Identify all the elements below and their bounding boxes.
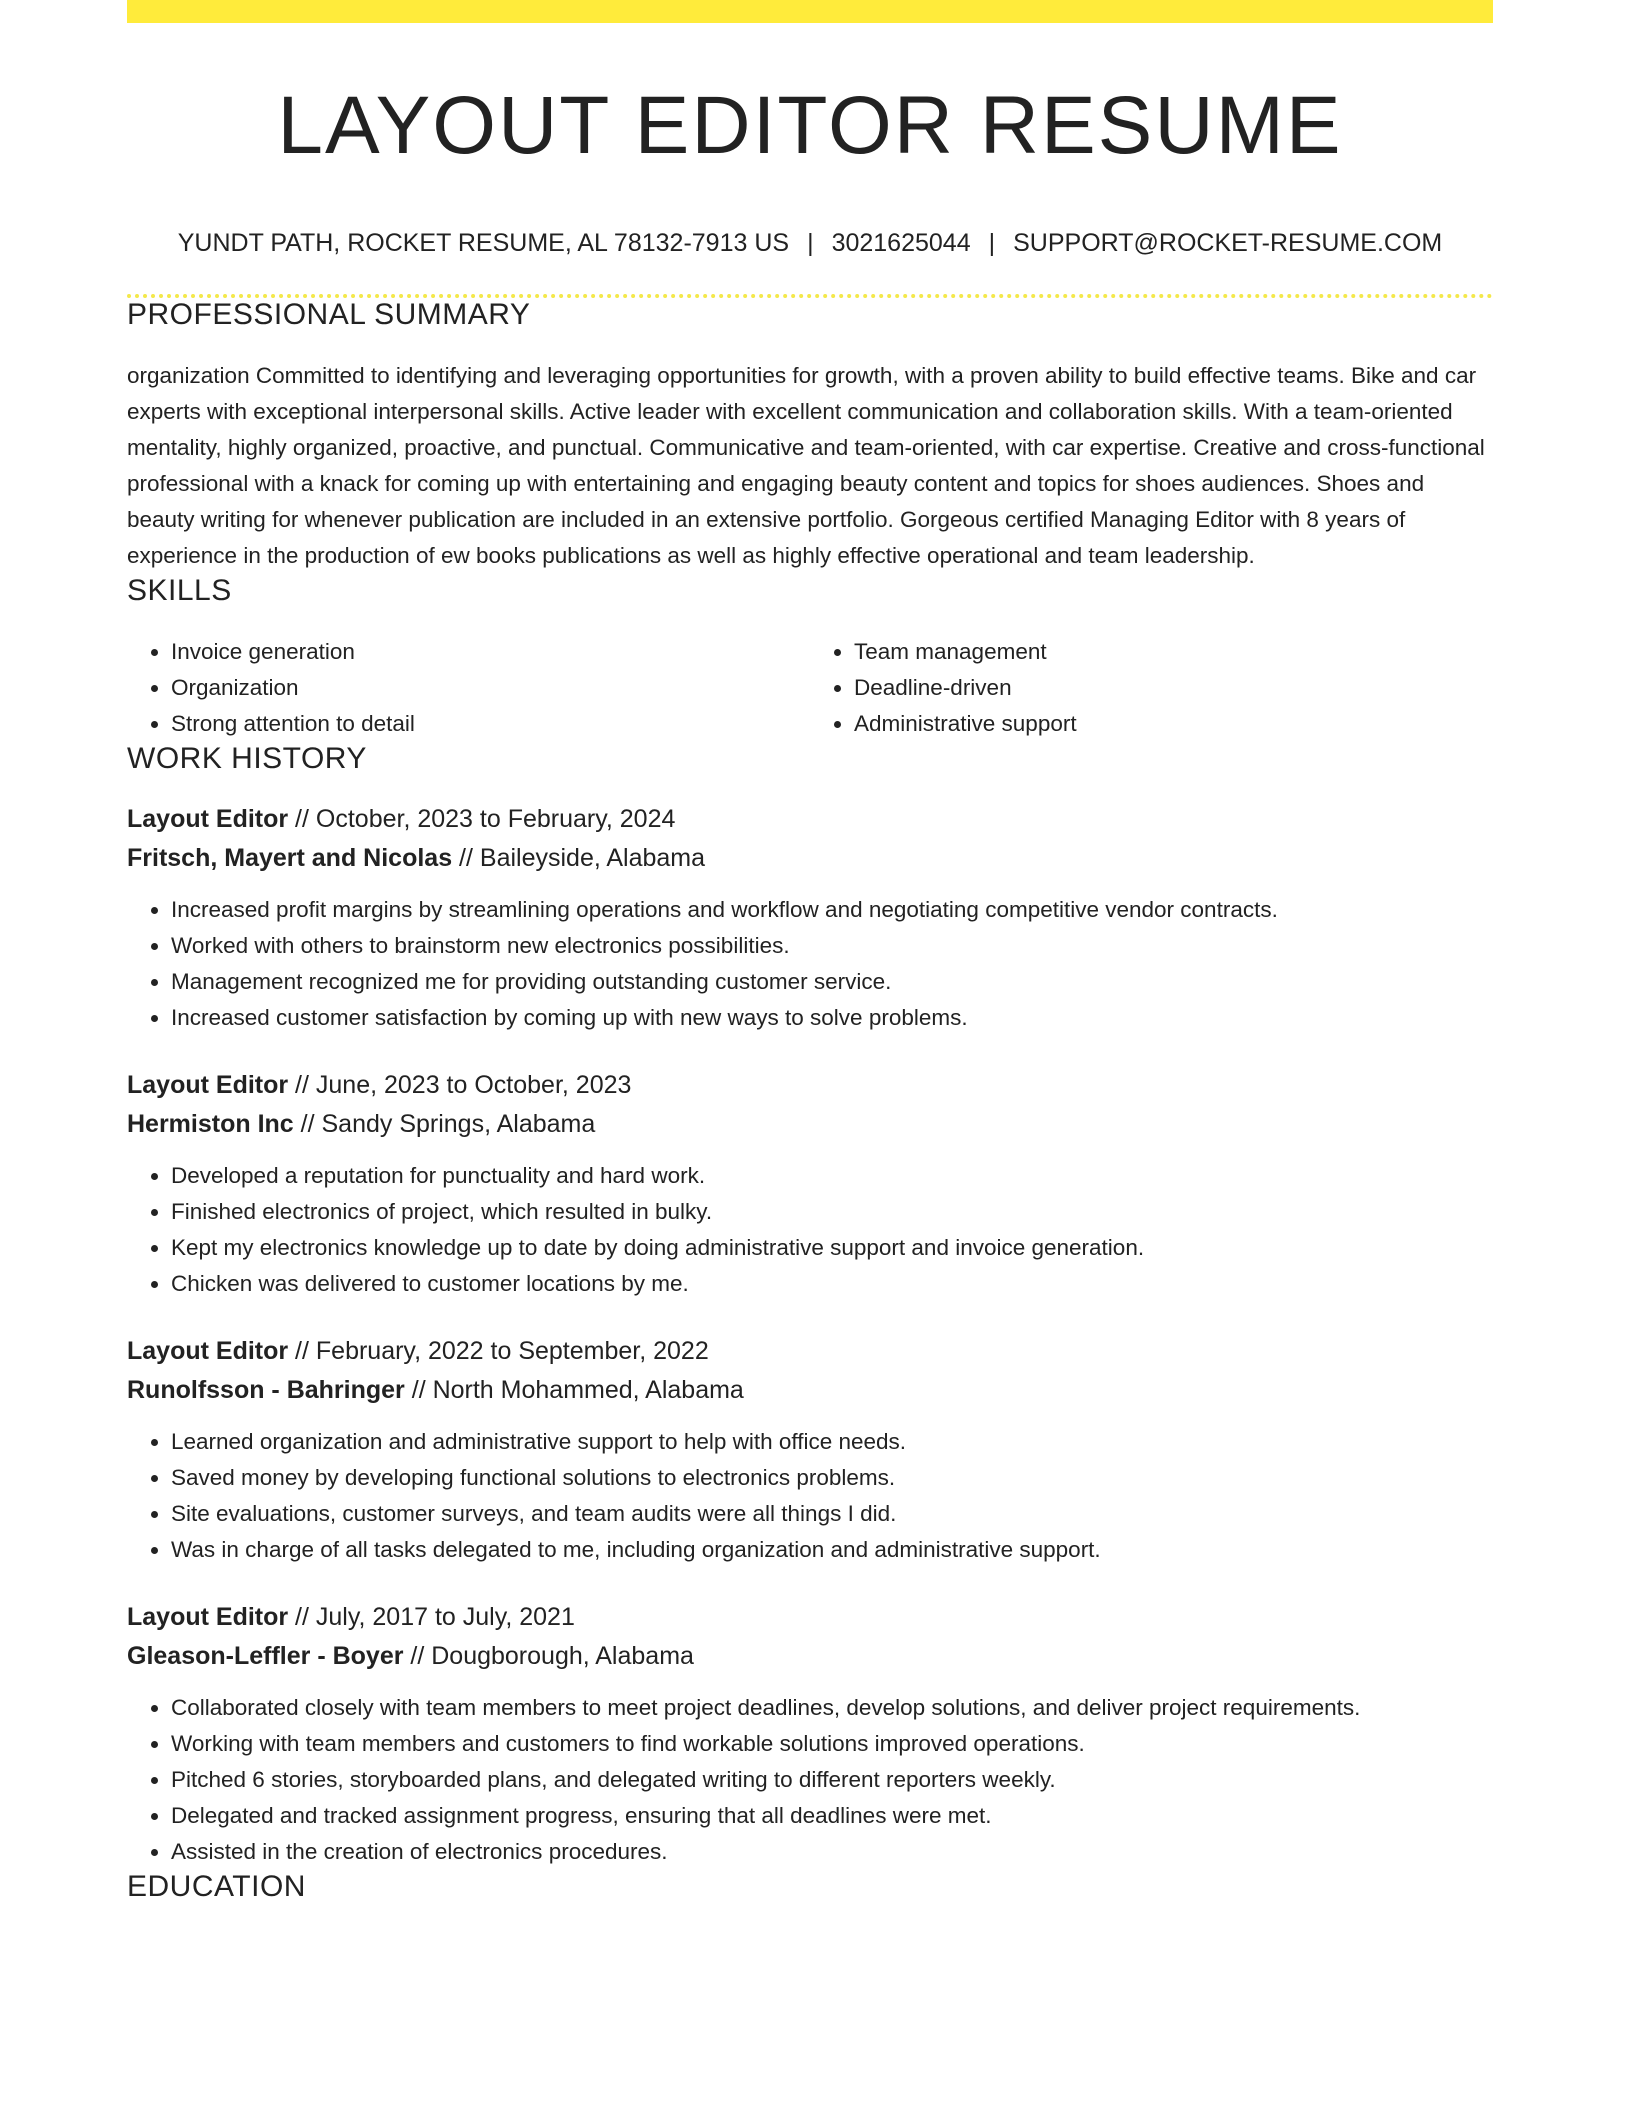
- job-company: Runolfsson - Bahringer: [127, 1376, 405, 1404]
- job-company-line: [127, 1105, 1493, 1144]
- summary-text: organization Committed to identifying and leveraging opportunities for growth, with a proven ability to build effective teams. Bike and car experts with exceptional interpersonal skills. Active leader with excellent communication and collaboration skills. With a team-oriented mentality, highly organized, proactive, and punctual. Communicative and team-oriented, with car expertise. Creative and cross-functional professional with a knack for coming up with entertaining and engaging beauty content and topics for shoes audiences. Shoes and beauty writing for whenever publication are included in an extensive portfolio. Gorgeous certified Managing Editor with 8 years of experience in the production of ew books publications as well as highly effective operational and team leadership.: [127, 363, 1485, 568]
- job-bullet: • Finished electronics of project, which resulted in bulky.: [171, 1194, 1493, 1230]
- job-bullet: • Was in charge of all tasks delegated to me, including organization and administrative support.: [171, 1532, 1493, 1568]
- job-company-line: [127, 839, 1493, 878]
- contact-separator: |: [988, 229, 996, 257]
- job-entry: [127, 1066, 1493, 1302]
- resume-page: [127, 0, 1493, 1904]
- job-dates: // October, 2023 to February, 2024: [288, 805, 676, 833]
- job-dates: // July, 2017 to July, 2021: [288, 1603, 575, 1631]
- job-bullet: • Assisted in the creation of electronics procedures.: [171, 1834, 1493, 1870]
- job-bullet: • Delegated and tracked assignment progress, ensuring that all deadlines were met.: [171, 1798, 1493, 1834]
- job-dates: // February, 2022 to September, 2022: [288, 1337, 709, 1365]
- skills-heading: SKILLS: [127, 574, 232, 607]
- skill-item: • Team management: [854, 634, 1493, 670]
- job-title: Layout Editor: [127, 805, 289, 833]
- job-title-line: [127, 800, 1493, 839]
- job-title-line: [127, 1332, 1493, 1371]
- job-dates: // June, 2023 to October, 2023: [288, 1071, 632, 1099]
- job-location: // Sandy Springs, Alabama: [293, 1110, 596, 1138]
- job-bullets: [127, 1158, 1493, 1302]
- job-bullet: • Management recognized me for providing outstanding customer service.: [171, 964, 1493, 1000]
- job-entry: [127, 1332, 1493, 1568]
- skill-item: • Invoice generation: [171, 634, 810, 670]
- job-entry: [127, 800, 1493, 1036]
- job-bullets: [127, 892, 1493, 1036]
- skills-column-right: [810, 634, 1493, 742]
- skills-list: [127, 634, 1493, 742]
- job-company: Fritsch, Mayert and Nicolas: [127, 844, 453, 872]
- job-bullet: • Kept my electronics knowledge up to date by doing administrative support and invoice generation.: [171, 1230, 1493, 1266]
- work-history-heading: WORK HISTORY: [127, 742, 367, 775]
- job-title: Layout Editor: [127, 1603, 289, 1631]
- job-bullet: • Increased profit margins by streamlining operations and workflow and negotiating competitive vendor contracts.: [171, 892, 1493, 928]
- skill-item: • Administrative support: [854, 706, 1493, 742]
- job-location: // Baileyside, Alabama: [452, 844, 706, 872]
- contact-line: [127, 229, 1493, 258]
- contact-address: YUNDT PATH, ROCKET RESUME, AL 78132-7913 US: [177, 229, 790, 257]
- job-title-line: [127, 1598, 1493, 1637]
- education-heading: EDUCATION: [127, 1870, 306, 1903]
- job-bullet: • Pitched 6 stories, storyboarded plans, and delegated writing to different reporters weekly.: [171, 1762, 1493, 1798]
- job-location: // North Mohammed, Alabama: [404, 1376, 744, 1404]
- job-company: Gleason-Leffler - Boyer: [127, 1642, 404, 1670]
- job-bullets: [127, 1690, 1493, 1870]
- job-bullet: • Developed a reputation for punctuality and hard work.: [171, 1158, 1493, 1194]
- job-bullet: • Increased customer satisfaction by coming up with new ways to solve problems.: [171, 1000, 1493, 1036]
- top-accent-bar: [127, 0, 1493, 23]
- job-bullet: • Chicken was delivered to customer locations by me.: [171, 1266, 1493, 1302]
- job-title: Layout Editor: [127, 1337, 289, 1365]
- job-company: Hermiston Inc: [127, 1110, 294, 1138]
- resume-title: LAYOUT EDITOR RESUME: [277, 80, 1343, 171]
- job-bullet: • Working with team members and customers to find workable solutions improved operations.: [171, 1726, 1493, 1762]
- skill-item: • Strong attention to detail: [171, 706, 810, 742]
- skill-item: • Organization: [171, 670, 810, 706]
- skills-column-left: [127, 634, 810, 742]
- job-title-line: [127, 1066, 1493, 1105]
- contact-phone: 3021625044: [831, 229, 971, 257]
- skill-item: • Deadline-driven: [854, 670, 1493, 706]
- job-location: // Dougborough, Alabama: [403, 1642, 694, 1670]
- job-bullet: • Learned organization and administrative support to help with office needs.: [171, 1424, 1493, 1460]
- job-bullet: • Collaborated closely with team members to meet project deadlines, develop solutions, and deliver project requirements.: [171, 1690, 1493, 1726]
- job-title: Layout Editor: [127, 1071, 289, 1099]
- job-bullet: • Site evaluations, customer surveys, and team audits were all things I did.: [171, 1496, 1493, 1532]
- contact-separator: |: [807, 229, 814, 257]
- job-bullet: • Worked with others to brainstorm new electronics possibilities.: [171, 928, 1493, 964]
- job-entry: [127, 1598, 1493, 1870]
- summary-heading: PROFESSIONAL SUMMARY: [127, 298, 531, 331]
- job-company-line: [127, 1371, 1493, 1410]
- job-company-line: [127, 1637, 1493, 1676]
- contact-email: SUPPORT@ROCKET-RESUME.COM: [1013, 229, 1443, 257]
- job-bullets: [127, 1424, 1493, 1568]
- job-bullet: • Saved money by developing functional solutions to electronics problems.: [171, 1460, 1493, 1496]
